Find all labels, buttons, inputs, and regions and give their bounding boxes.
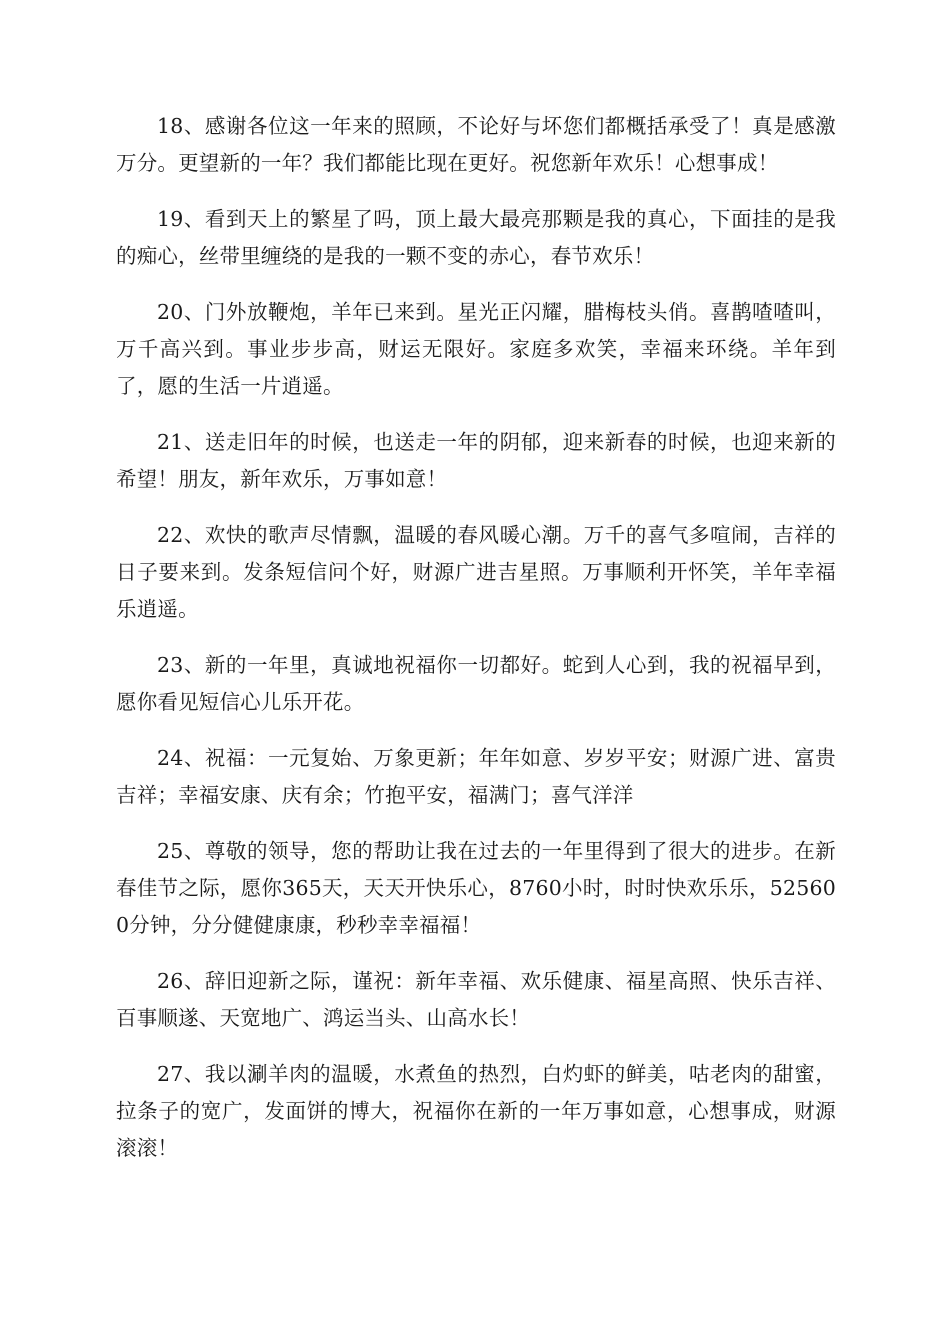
paragraph-19: 19、看到天上的繁星了吗，顶上最大最亮那颗是我的真心，下面挂的是我的痴心，丝带里缠绕的是我的一颗不变的赤心，春节欢乐！ [116, 207, 836, 268]
paragraph-25: 25、尊敬的领导，您的帮助让我在过去的一年里得到了很大的进步。在新春佳节之际，愿你365天，天天开快乐心，8760小时，时时快欢乐乐，525600分钟，分分健健康康，秒秒幸幸福福！ [116, 839, 836, 937]
paragraph-21: 21、送走旧年的时候，也送走一年的阴郁，迎来新春的时候，也迎来新的希望！朋友，新年欢乐，万事如意！ [116, 430, 836, 491]
paragraph-27: 27、我以涮羊肉的温暖，水煮鱼的热烈，白灼虾的鲜美，咕老肉的甜蜜，拉条子的宽广，发面饼的博大，祝福你在新的一年万事如意，心想事成，财源滚滚！ [116, 1062, 836, 1160]
paragraph-24: 24、祝福：一元复始、万象更新；年年如意、岁岁平安；财源广进、富贵吉祥；幸福安康、庆有余；竹抱平安，福满门；喜气洋洋 [116, 746, 836, 807]
paragraph-26: 26、辞旧迎新之际，谨祝：新年幸福、欢乐健康、福星高照、快乐吉祥、百事顺遂、天宽地广、鸿运当头、山高水长！ [116, 969, 836, 1030]
paragraph-20: 20、门外放鞭炮，羊年已来到。星光正闪耀，腊梅枝头俏。喜鹊喳喳叫，万千高兴到。事业步步高，财运无限好。家庭多欢笑，幸福来环绕。羊年到了，愿的生活一片逍遥。 [116, 300, 836, 398]
paragraph-18: 18、感谢各位这一年来的照顾，不论好与坏您们都概括承受了！真是感激万分。更望新的一年？我们都能比现在更好。祝您新年欢乐！心想事成！ [116, 114, 836, 175]
document-page [116, 108, 836, 1186]
paragraph-23: 23、新的一年里，真诚地祝福你一切都好。蛇到人心到，我的祝福早到，愿你看见短信心儿乐开花。 [116, 653, 836, 714]
paragraph-22: 22、欢快的歌声尽情飘，温暖的春风暖心潮。万千的喜气多喧闹，吉祥的日子要来到。发条短信问个好，财源广进吉星照。万事顺利开怀笑，羊年幸福乐逍遥。 [116, 523, 836, 621]
